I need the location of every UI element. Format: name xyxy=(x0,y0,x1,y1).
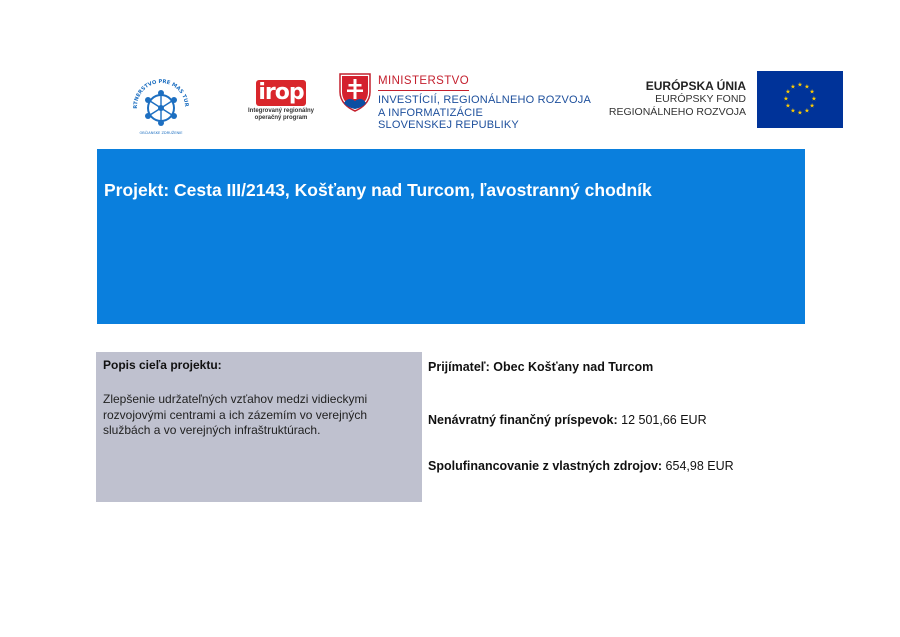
eu-title: EURÓPSKA ÚNIA xyxy=(645,79,746,93)
project-title: Projekt: Cesta III/2143, Košťany nad Turcom, ľavostranný chodník xyxy=(104,180,652,200)
ministry-line2: INVESTÍCIÍ, REGIONÁLNEHO ROZVOJA xyxy=(378,94,591,106)
mas-turiec-logo xyxy=(128,74,194,140)
project-banner xyxy=(97,149,805,324)
svg-text:★: ★ xyxy=(804,107,810,115)
cofinancing-label: Spolufinancovanie z vlastných zdrojov: xyxy=(428,459,663,473)
project-goal-text: Zlepšenie udržateľných vzťahov medzi vidieckymi rozvojovými centrami a ich zázemím vo verejných službách a vo verejných infraštruktúrach. xyxy=(103,392,368,437)
irop-logo xyxy=(238,80,324,126)
irop-line2: operačný program xyxy=(254,115,308,121)
svg-text:★: ★ xyxy=(804,83,810,91)
project-goal-heading: Popis cieľa projektu: xyxy=(103,358,222,372)
svg-text:★: ★ xyxy=(790,107,796,115)
svg-text:★: ★ xyxy=(785,88,791,96)
irop-subtitle xyxy=(238,108,324,122)
grant-value: 12 501,66 EUR xyxy=(617,413,707,427)
grant-label: Nenávratný finančný príspevok: xyxy=(428,413,618,427)
mas-bottom-text: OBČIANSKE ZDRUŽENIE xyxy=(139,131,183,135)
eu-fund-line: EURÓPSKY FOND xyxy=(655,93,746,105)
cofinancing-line xyxy=(428,459,734,473)
ministry-line4: SLOVENSKEJ REPUBLIKY xyxy=(378,119,519,131)
svg-text:★: ★ xyxy=(783,95,789,103)
svg-text:★: ★ xyxy=(809,102,815,110)
eu-flag-icon xyxy=(757,71,843,128)
ministry-line3: A INFORMATIZÁCIE xyxy=(378,106,484,119)
irop-line1: Integrovaný regionálny xyxy=(247,108,314,114)
svg-text:★: ★ xyxy=(785,102,791,110)
grant-line xyxy=(428,413,707,427)
project-goal-box xyxy=(96,352,422,502)
svg-text:★: ★ xyxy=(809,88,815,96)
svg-text:★: ★ xyxy=(797,109,803,117)
svg-text:★: ★ xyxy=(797,81,803,89)
eu-regional-line: REGIONÁLNEHO ROZVOJA xyxy=(608,106,746,118)
svg-text:★: ★ xyxy=(790,83,796,91)
svg-text:★: ★ xyxy=(811,95,817,103)
slovak-coat-of-arms-icon xyxy=(338,72,372,112)
recipient-label: Prijímateľ: Obec Košťany nad Turcom xyxy=(428,360,654,374)
ministry-text xyxy=(378,71,608,132)
eu-text xyxy=(580,79,746,119)
irop-mark: irop xyxy=(256,80,306,106)
recipient-line xyxy=(428,360,653,374)
mas-arc-text: RTNERSTVO PRE MAS TUR xyxy=(132,78,190,109)
cofinancing-value: 654,98 EUR xyxy=(662,459,734,473)
ministry-title: MINISTERSTVO xyxy=(378,74,469,91)
